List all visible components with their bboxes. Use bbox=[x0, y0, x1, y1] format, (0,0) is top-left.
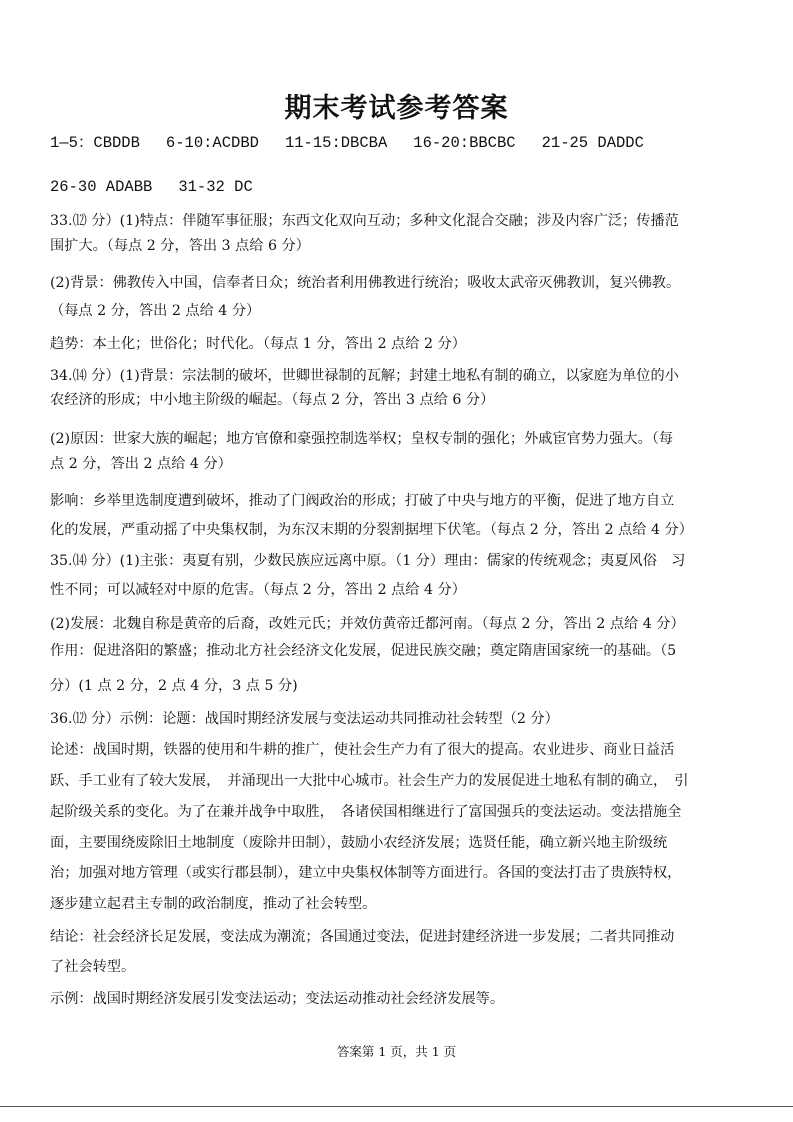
answer-line: 36.⑿ 分）示例：论题：战国时期经济发展与变法运动共同推动社会转型（2 分） bbox=[50, 711, 559, 727]
choice-answers-row-2 bbox=[50, 178, 279, 196]
choice-group: 16-20:BBCBC bbox=[413, 134, 516, 152]
page-title: 期末考试参考答案 bbox=[284, 93, 509, 124]
answer-line: 了社会转型。 bbox=[50, 959, 136, 975]
answer-line: 跃、手工业有了较大发展， 并涌现出一大批中心城市。社会生产力的发展促进土地私有制的确立， 引 bbox=[50, 773, 689, 789]
answer-line: 影响：乡举里选制度遭到破坏，推动了门阀政治的形成；打破了中央与地方的平衡，促进了地方自立 bbox=[50, 493, 675, 509]
page-bottom-divider bbox=[0, 1106, 793, 1107]
choice-answers-row-1 bbox=[50, 134, 670, 152]
choice-group: 26-30 ADABB bbox=[50, 178, 153, 196]
answer-line: 点 2 分，答出 2 点给 4 分） bbox=[50, 456, 232, 472]
page-footer: 答案第 1 页，共 1 页 bbox=[336, 1044, 457, 1059]
answer-line: 35.⒁ 分）(1)主张：夷夏有别，少数民族应远离中原。（1 分）理由：儒家的传统观念；夷夏风俗 习 bbox=[50, 553, 686, 569]
answer-line: (2)背景：佛教传入中国，信奉者日众；统治者利用佛教进行统治；吸收太武帝灭佛教训，复兴佛教。 bbox=[50, 275, 681, 291]
answer-line: （每点 2 分，答出 2 点给 4 分） bbox=[50, 303, 261, 319]
answer-line: 作用：促进洛阳的繁盛；推动北方社会经济文化发展，促进民族交融；奠定隋唐国家统一的基础。（5 bbox=[50, 643, 677, 659]
answer-line: 论述：战国时期，铁器的使用和牛耕的推广，使社会生产力有了很大的提高。农业进步、商业日益活 bbox=[50, 742, 675, 758]
choice-group: 31-32 DC bbox=[178, 178, 253, 196]
answer-line: 围扩大。（每点 2 分，答出 3 点给 6 分） bbox=[50, 238, 310, 254]
choice-group: 6-10:ACDBD bbox=[165, 134, 259, 152]
answer-line: 农经济的形成；中小地主阶级的崛起。（每点 2 分，答出 3 点给 6 分） bbox=[50, 392, 495, 408]
choice-group: 1—5：CBDDB bbox=[50, 134, 140, 152]
answer-line: 示例：战国时期经济发展引发变法运动；变法运动推动社会经济发展等。 bbox=[50, 991, 505, 1007]
answer-line: 起阶级关系的变化。为了在兼并战争中取胜， 各诸侯国相继进行了富国强兵的变法运动。变法措施全 bbox=[50, 804, 682, 820]
choice-group: 11-15:DBCBA bbox=[284, 134, 388, 152]
answer-line: 治；加强对地方管理（或实行郡县制），建立中央集权体制等方面进行。各国的变法打击了贵族特权， bbox=[50, 865, 682, 881]
answer-line: 33.⑿ 分）(1)特点：伴随军事征服；东西文化双向互动；多种文化混合交融；涉及内容广泛；传播范 bbox=[50, 213, 679, 229]
answer-line: 逐步建立起君主专制的政治制度，推动了社会转型。 bbox=[50, 896, 377, 912]
answer-line: 结论：社会经济长足发展，变法成为潮流；各国通过变法，促进封建经济进一步发展；二者共同推动 bbox=[50, 929, 675, 945]
answer-line: (2)原因：世家大族的崛起；地方官僚和豪强控制选举权；皇权专制的强化；外戚宦官势力强大。（每 bbox=[50, 431, 674, 447]
answer-line: 趋势：本土化；世俗化；时代化。（每点 1 分，答出 2 点给 2 分） bbox=[50, 336, 466, 352]
answer-line: 面，主要围绕废除旧土地制度（废除井田制），鼓励小农经济发展；选贤任能，确立新兴地主阶级统 bbox=[50, 835, 668, 851]
answer-line: (2)发展：北魏自称是黄帝的后裔，改姓元氏；并效仿黄帝迁都河南。（每点 2 分，答出 2 点给 4 分） bbox=[50, 616, 685, 632]
answer-line: 化的发展，严重动摇了中央集权制，为东汉末期的分裂割据埋下伏笔。（每点 2 分，答出 2 点给 4 分） bbox=[50, 522, 693, 538]
answer-line: 分）(1 点 2 分，2 点 4 分，3 点 5 分) bbox=[50, 678, 298, 694]
choice-group: 21-25 DADDC bbox=[541, 134, 644, 152]
answer-line: 34.⒁ 分）(1)背景：宗法制的破坏，世卿世禄制的瓦解；封建土地私有制的确立，以家庭为单位的小 bbox=[50, 368, 679, 384]
answer-line: 性不同；可以减轻对中原的危害。（每点 2 分，答出 2 点给 4 分） bbox=[50, 582, 466, 598]
